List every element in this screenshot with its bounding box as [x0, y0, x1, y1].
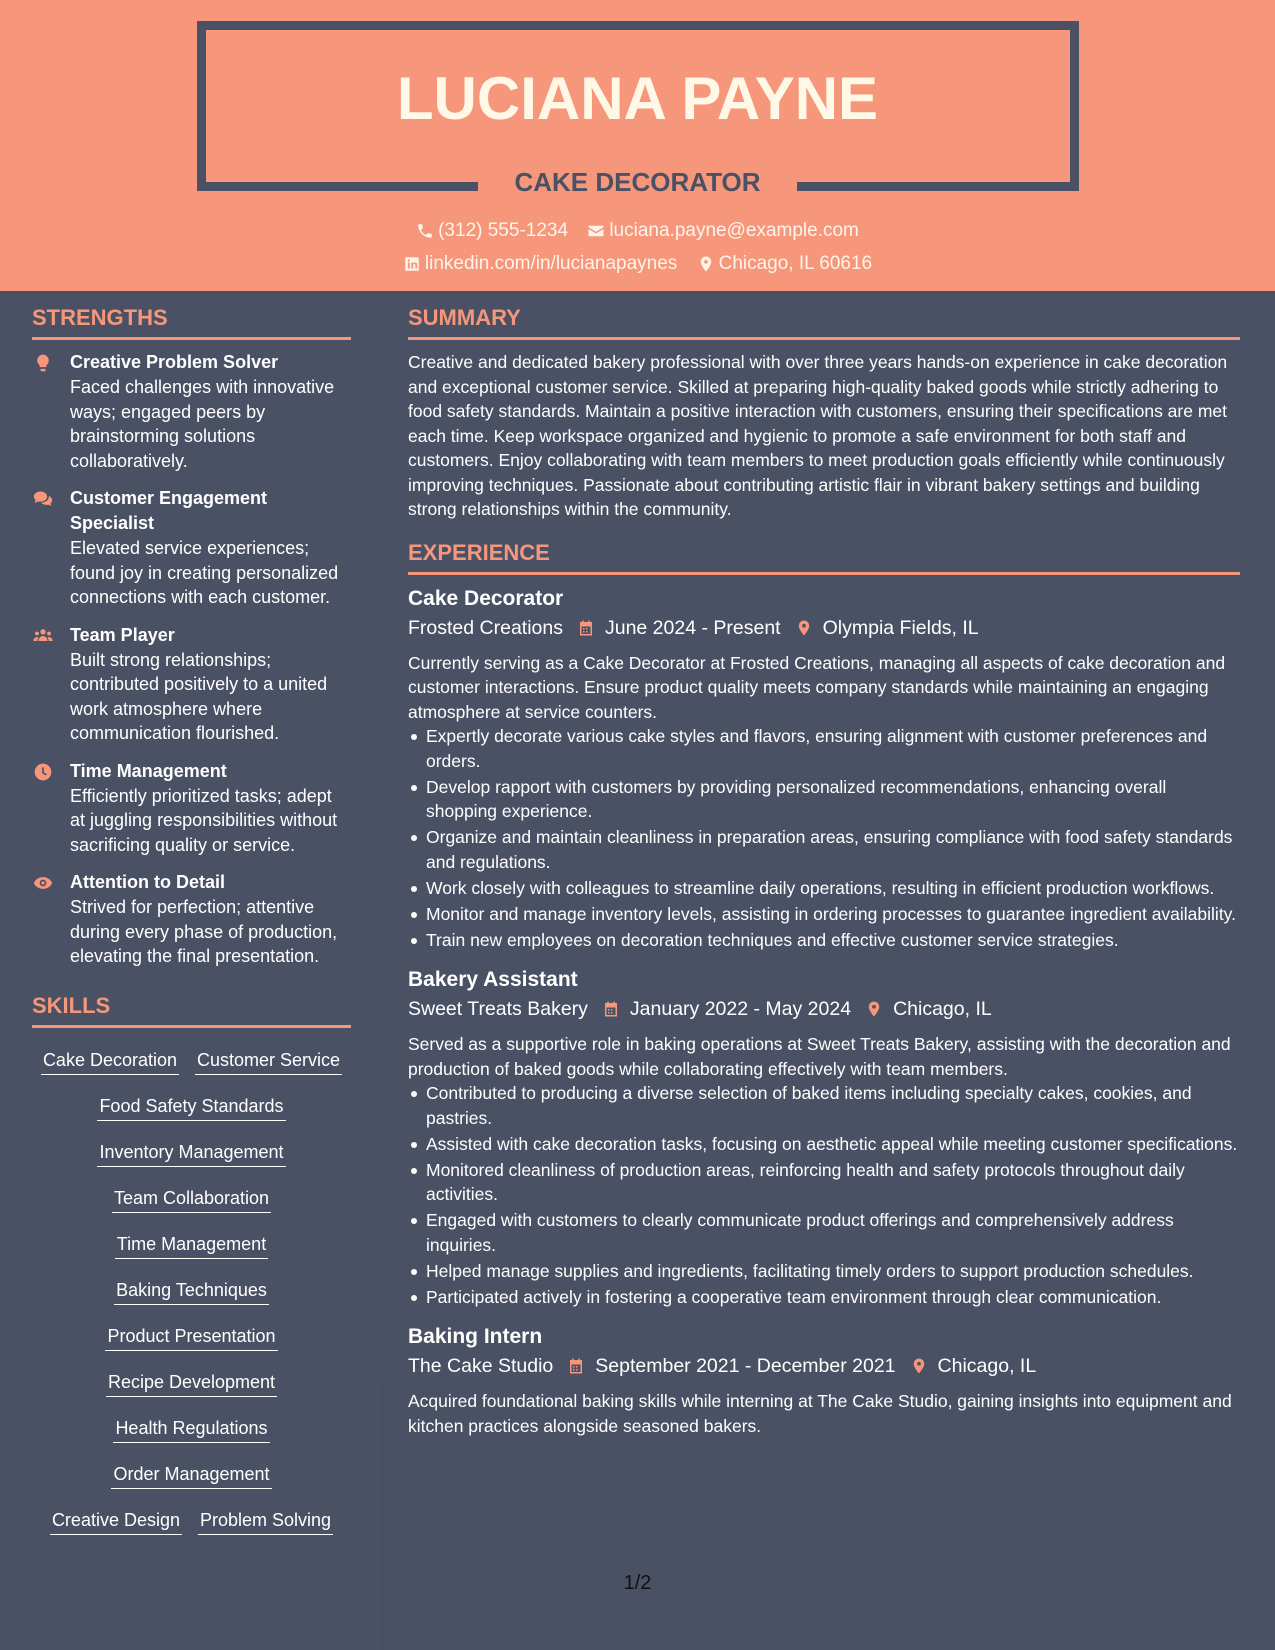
page-number: 1/2 — [623, 1572, 652, 1594]
job-entry — [408, 1323, 1240, 1438]
phone-icon — [416, 222, 434, 240]
contact-line-2 — [0, 253, 1275, 279]
strengths-heading: STRENGTHS — [32, 305, 351, 340]
strength-item — [32, 759, 351, 858]
resume-header — [0, 0, 1275, 291]
job-company: Frosted Creations — [408, 616, 563, 639]
right-column — [408, 305, 1240, 1452]
skills-heading: SKILLS — [32, 993, 351, 1028]
strength-text: Strived for perfection; attentive during every phase of production, elevating the final presentation. — [70, 897, 338, 966]
candidate-name: LUCIANA PAYNE — [396, 65, 879, 132]
job-meta — [408, 613, 1240, 643]
job-bullet: Train new employees on decoration techniques and effective customer service strategies. — [408, 928, 1240, 953]
job-meta — [408, 994, 1240, 1024]
job-bullets — [408, 724, 1240, 952]
strength-heading: Time Management — [70, 760, 227, 781]
job-location: Chicago, IL — [937, 1355, 1037, 1377]
skill-tag: Recipe Development — [106, 1372, 277, 1397]
calendar-icon — [567, 1356, 585, 1376]
skill-tag: Problem Solving — [198, 1510, 333, 1535]
job-entry — [408, 966, 1240, 1309]
strength-heading: Team Player — [70, 624, 175, 645]
strength-text: Efficiently prioritized tasks; adept at juggling responsibilities without sacrificing quality or service. — [70, 785, 338, 855]
map-pin-icon — [697, 255, 715, 273]
job-company: The Cake Studio — [408, 1355, 554, 1377]
job-role: Bakery Assistant — [408, 968, 578, 991]
job-bullet: Organize and maintain cleanliness in preparation areas, ensuring compliance with food safety standards and regulations. — [408, 825, 1240, 874]
job-bullet: Participated actively in fostering a cooperative team environment through clear communication. — [408, 1285, 1240, 1310]
strength-item — [32, 350, 351, 473]
map-pin-icon — [795, 618, 813, 638]
job-bullets — [408, 1081, 1240, 1309]
job-location: Olympia Fields, IL — [822, 616, 979, 639]
summary-text: Creative and dedicated bakery professional with over three years hands-on experience in cake decoration and exceptional customer service. Skilled at preparing high-quality baked goods while strictly adhering to food safety standards. Maintain a positive interaction with customers, ensuring their specifications are met each time. Keep workspace organized and hygienic to promote a safe environment for both staff and customers. Enjoy collaborating with team members to meet production goals efficiently while continuously improving techniques. Passionate about contributing artistic flair in vibrant bakery settings and building strong relationships within the community. — [408, 352, 1228, 519]
users-icon — [32, 626, 54, 646]
strength-text: Elevated service experiences; found joy in creating personalized connections with each customer. — [70, 538, 339, 607]
skill-tag: Baking Techniques — [114, 1280, 269, 1305]
email-contact[interactable] — [587, 220, 859, 242]
phone-contact[interactable] — [416, 220, 568, 242]
job-company: Sweet Treats Bakery — [408, 998, 588, 1020]
skill-tag: Team Collaboration — [112, 1188, 271, 1213]
calendar-icon — [602, 999, 620, 1019]
job-bullet: Helped manage supplies and ingredients, facilitating timely orders to support production schedules. — [408, 1259, 1240, 1284]
contact-line-1 — [0, 220, 1275, 246]
calendar-icon — [577, 618, 595, 638]
job-dates: September 2021 - December 2021 — [595, 1355, 896, 1377]
skill-tag: Cake Decoration — [41, 1050, 179, 1075]
linkedin-text: linkedin.com/in/lucianapaynes — [424, 253, 678, 274]
skill-tag: Time Management — [115, 1234, 268, 1259]
strength-heading: Creative Problem Solver — [70, 352, 279, 372]
strength-heading: Attention to Detail — [70, 872, 225, 892]
skill-tag: Product Presentation — [105, 1326, 277, 1351]
eye-icon — [32, 873, 54, 893]
comments-icon — [32, 489, 54, 509]
job-location: Chicago, IL — [893, 998, 992, 1020]
job-entry — [408, 585, 1240, 953]
email-text: luciana.payne@example.com — [609, 220, 859, 241]
phone-text: (312) 555-1234 — [438, 220, 569, 241]
candidate-title: CAKE DECORATOR — [514, 167, 761, 197]
job-role: Cake Decorator — [408, 586, 564, 610]
job-dates: January 2022 - May 2024 — [629, 998, 852, 1020]
column-divider — [382, 1380, 383, 1650]
strength-item — [32, 486, 351, 610]
skill-tag: Inventory Management — [97, 1142, 285, 1167]
strength-text: Built strong relationships; contributed positively to a united work atmosphere where communication flourished. — [70, 649, 328, 743]
left-column — [32, 305, 351, 1550]
strength-item — [32, 623, 351, 746]
envelope-icon — [587, 222, 605, 240]
job-bullet: Work closely with colleagues to streamline daily operations, resulting in efficient production workflows. — [408, 876, 1240, 901]
summary-heading: SUMMARY — [408, 305, 1240, 340]
strength-heading: Customer Engagement Specialist — [70, 488, 268, 533]
job-bullet: Develop rapport with customers by providing personalized recommendations, enhancing overall shopping experience. — [408, 775, 1240, 824]
map-pin-icon — [910, 1356, 928, 1376]
job-dates: June 2024 - Present — [604, 616, 781, 639]
experience-heading: EXPERIENCE — [408, 540, 1240, 575]
skills-list — [32, 1038, 351, 1550]
job-bullet: Assisted with cake decoration tasks, focusing on aesthetic appeal while meeting customer specifications. — [408, 1132, 1240, 1157]
skill-tag: Customer Service — [195, 1050, 342, 1075]
strength-text: Faced challenges with innovative ways; engaged peers by brainstorming solutions collaboratively. — [70, 377, 335, 471]
location-text: Chicago, IL 60616 — [718, 253, 873, 274]
clock-icon — [32, 762, 54, 782]
job-description: Acquired foundational baking skills while interning at The Cake Studio, gaining insights into equipment and kitchen practices alongside seasoned bakers. — [408, 1391, 1232, 1436]
job-bullet: Contributed to producing a diverse selection of baked items including specialty cakes, cookies, and pastries. — [408, 1081, 1240, 1130]
map-pin-icon — [865, 999, 883, 1019]
skill-tag: Order Management — [111, 1464, 271, 1489]
job-bullet: Monitor and manage inventory levels, assisting in ordering processes to guarantee ingredient availability. — [408, 902, 1240, 927]
job-description: Currently serving as a Cake Decorator at Frosted Creations, managing all aspects of cake decoration and customer interactions. Ensure product quality meets company standards while maintaining an engaging atmosphere at service counters. — [408, 652, 1226, 722]
job-meta — [408, 1351, 1240, 1381]
linkedin-contact[interactable] — [403, 253, 677, 275]
skill-tag: Food Safety Standards — [97, 1096, 285, 1121]
strength-item — [32, 870, 351, 969]
job-description: Served as a supportive role in baking operations at Sweet Treats Bakery, assisting with the decoration and production of baked goods while collaborating effectively with team members. — [408, 1034, 1231, 1079]
job-bullet: Monitored cleanliness of production areas, reinforcing health and safety protocols throughout daily activities. — [408, 1158, 1240, 1207]
skills-section — [32, 993, 351, 1550]
job-role: Baking Intern — [408, 1325, 543, 1348]
lightbulb-icon — [32, 353, 54, 373]
skill-tag: Health Regulations — [113, 1418, 269, 1443]
skill-tag: Creative Design — [50, 1510, 182, 1535]
job-bullet: Engaged with customers to clearly communicate product offerings and comprehensively address inquiries. — [408, 1208, 1240, 1257]
location-contact — [697, 253, 873, 275]
linkedin-icon — [403, 255, 421, 273]
job-bullet: Expertly decorate various cake styles and flavors, ensuring alignment with customer preferences and orders. — [408, 724, 1240, 773]
